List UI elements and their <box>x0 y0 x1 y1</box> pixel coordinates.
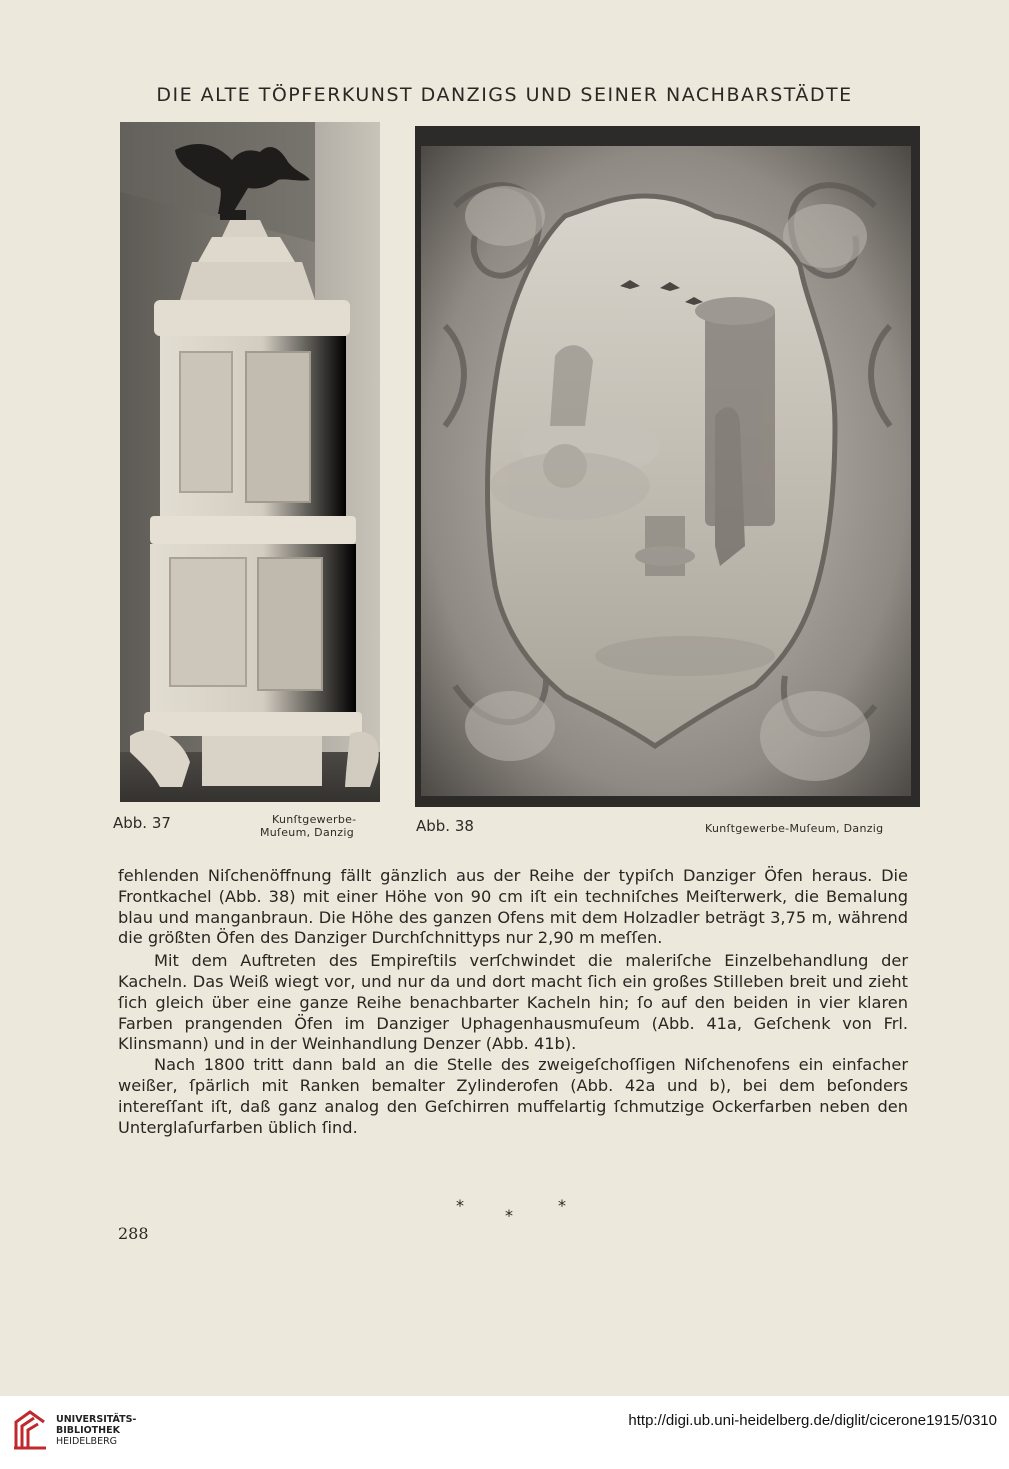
library-logo-icon[interactable] <box>10 1408 50 1452</box>
logo-line-1: UNIVERSITÄTS- <box>56 1414 137 1425</box>
library-footer <box>0 1396 1009 1469</box>
figure-38-credit: Kunſtgewerbe-Muſeum, Danzig <box>705 822 884 835</box>
asterisk-1: * <box>456 1196 464 1215</box>
asterisk-2: * <box>505 1206 513 1225</box>
figure-38-tile-photo <box>415 126 920 807</box>
section-break-asterisks <box>440 1196 590 1226</box>
page-number: 288 <box>118 1224 149 1243</box>
body-text <box>118 866 908 1138</box>
paragraph-1: fehlenden Niſchenöffnung fällt gänzlich aus der Reihe der typiſch Danziger Öfen heraus. Die Frontkachel (Abb. 38) mit einer Höhe von 90 cm iſt ein techniſches Meiſterwerk, die Bemalung blau und manganbraun. Die Höhe des ganzen Ofens mit dem Holzadler beträgt 3,75 m, während die größten Öfen des Danziger Durchſchnittyps nur 2,90 m meſſen. <box>118 866 908 948</box>
paragraph-3: Nach 1800 tritt dann bald an die Stelle des zweigeſchoſſigen Niſchenofens ein einfacher weißer, ſpärlich mit Ranken bemalter Zylinderofen (Abb. 42a und b), bei dem beſonders intereſſant iſt, daß ganz analog den Geſchirren muffelartig ſchmutzige Ockerfarben neben den Unterglaſurfarben üblich ſind. <box>118 1055 908 1137</box>
figure-37-credit-line1: Kunſtgewerbe- <box>272 813 357 826</box>
running-title: DIE ALTE TÖPFERKUNST DANZIGS UND SEINER NACHBARSTÄDTE <box>156 84 853 106</box>
figure-37-label: Abb. 37 <box>113 814 171 832</box>
paragraph-2: Mit dem Auftreten des Empireſtils verſchwindet die maleriſche Einzelbehandlung der Kacheln. Das Weiß wiegt vor, und nur da und dort macht ſich ein großes Stilleben breit und zieht ſich gleich über eine ganze Reihe benachbarter Kacheln hin; ſo auf den beiden in vier klaren Farben prangenden Öfen im Danziger Uphagenhausmuſeum (Abb. 41a, Geſchenk von Frl. Klinsmann) und in der Weinhandlung Denzer (Abb. 41b). <box>118 951 908 1054</box>
figure-37-stove-photo <box>120 122 380 802</box>
logo-line-3: HEIDELBERG <box>56 1436 118 1447</box>
figure-38-label: Abb. 38 <box>416 817 474 835</box>
tile-illustration <box>415 126 920 807</box>
page-url-link[interactable]: http://digi.ub.uni-heidelberg.de/diglit/cicerone1915/0310 <box>628 1412 997 1429</box>
logo-line-2: BIBLIOTHEK <box>56 1425 120 1436</box>
library-logo-text <box>56 1414 136 1447</box>
stove-illustration <box>120 122 380 802</box>
asterisk-3: * <box>558 1196 566 1215</box>
figure-37-credit-line2: Muſeum, Danzig <box>260 826 354 839</box>
stove-body <box>130 220 379 787</box>
